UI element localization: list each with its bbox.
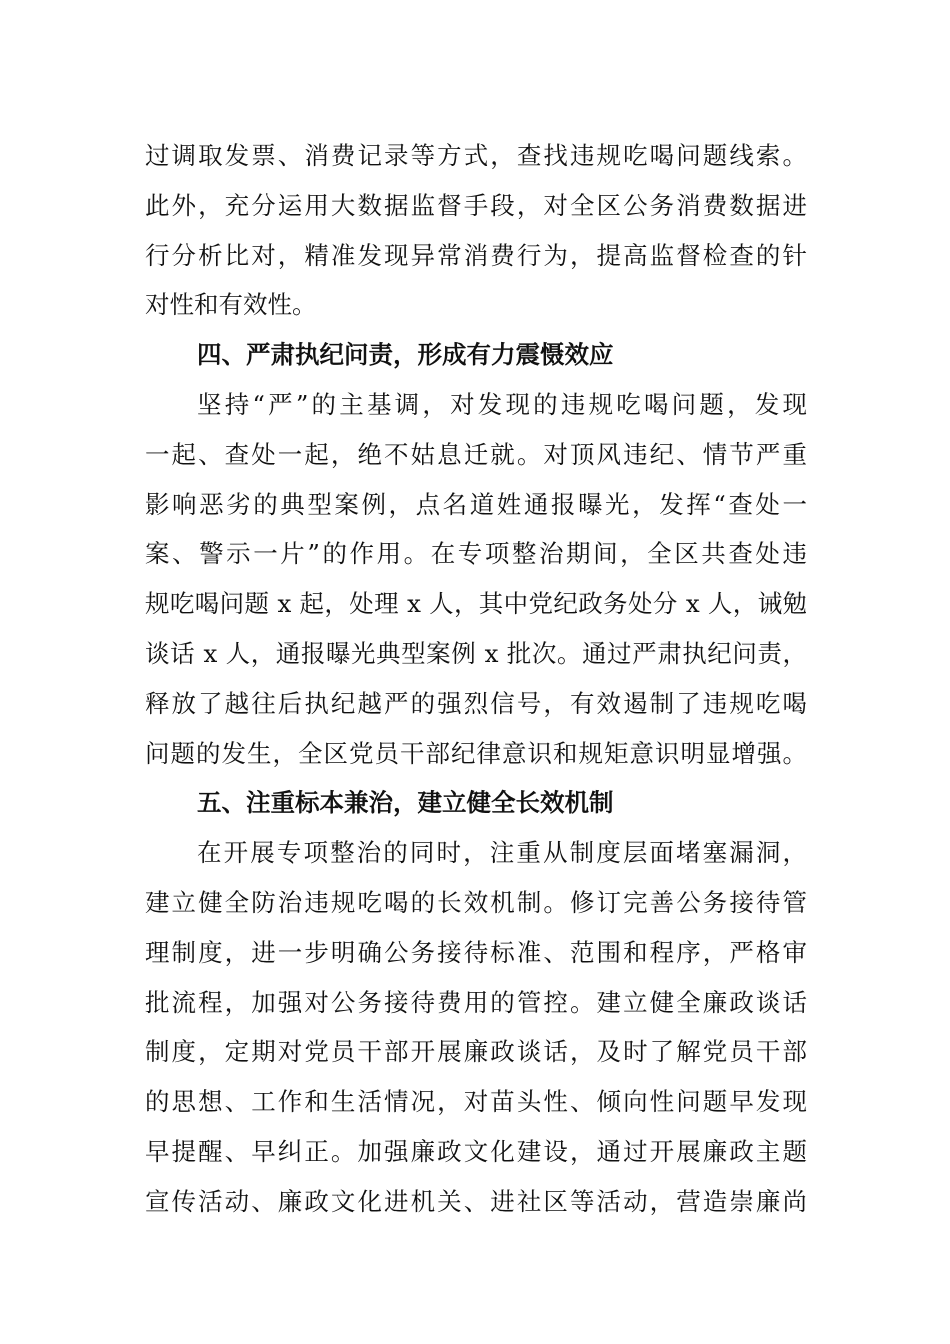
text-line: 批流程，加强对公务接待费用的管控。建立健全廉政谈话 (145, 987, 807, 1017)
paragraph-continued (145, 131, 807, 330)
text-line: 案、警示一片”的作用。在专项整治期间，全区共查处违 (145, 539, 807, 569)
text-line: 宣传活动、廉政文化进机关、进社区等活动，营造崇廉尚 (145, 1186, 807, 1216)
text-line: 制度，定期对党员干部开展廉政谈话，及时了解党员干部 (145, 1037, 807, 1067)
text-line: 谈话 x 人，通报曝光典型案例 x 批次。通过严肃执纪问责， (145, 638, 807, 668)
text-line: 过调取发票、消费记录等方式，查找违规吃喝问题线索。 (145, 141, 807, 170)
text-line: 一起、查处一起，绝不姑息迁就。对顶风违纪、情节严重 (145, 439, 807, 469)
paragraph-section-5 (145, 828, 807, 1226)
document-page (145, 131, 807, 1227)
text-line: 影响恶劣的典型案例，点名道姓通报曝光，发挥“查处一 (145, 489, 807, 519)
text-line: 的思想、工作和生活情况，对苗头性、倾向性问题早发现 (145, 1087, 807, 1117)
text-line: 建立健全防治违规吃喝的长效机制。修订完善公务接待管 (145, 887, 807, 917)
text-line: 在开展专项整治的同时，注重从制度层面堵塞漏洞， (197, 838, 807, 868)
text-line: 行分析比对，精准发现异常消费行为，提高监督检查的针 (145, 240, 807, 270)
text-line: 理制度，进一步明确公务接待标准、范围和程序，严格审 (145, 937, 807, 967)
text-line: 对性和有效性。 (145, 290, 317, 320)
section-heading-4: 四、严肃执纪问责，形成有力震慑效应 (197, 340, 614, 370)
text-line: 早提醒、早纠正。加强廉政文化建设，通过开展廉政主题 (145, 1136, 807, 1166)
section-heading-5: 五、注重标本兼治，建立健全长效机制 (197, 788, 614, 818)
text-line: 释放了越往后执纪越严的强烈信号，有效遏制了违规吃喝 (145, 688, 807, 718)
text-line: 问题的发生，全区党员干部纪律意识和规矩意识明显增强。 (145, 738, 807, 768)
text-line: 坚持“严”的主基调，对发现的违规吃喝问题，发现 (197, 389, 807, 419)
text-line: 规吃喝问题 x 起，处理 x 人，其中党纪政务处分 x 人，诫勉 (145, 589, 807, 619)
paragraph-section-4 (145, 380, 807, 778)
text-line: 此外，充分运用大数据监督手段，对全区公务消费数据进 (145, 190, 807, 220)
